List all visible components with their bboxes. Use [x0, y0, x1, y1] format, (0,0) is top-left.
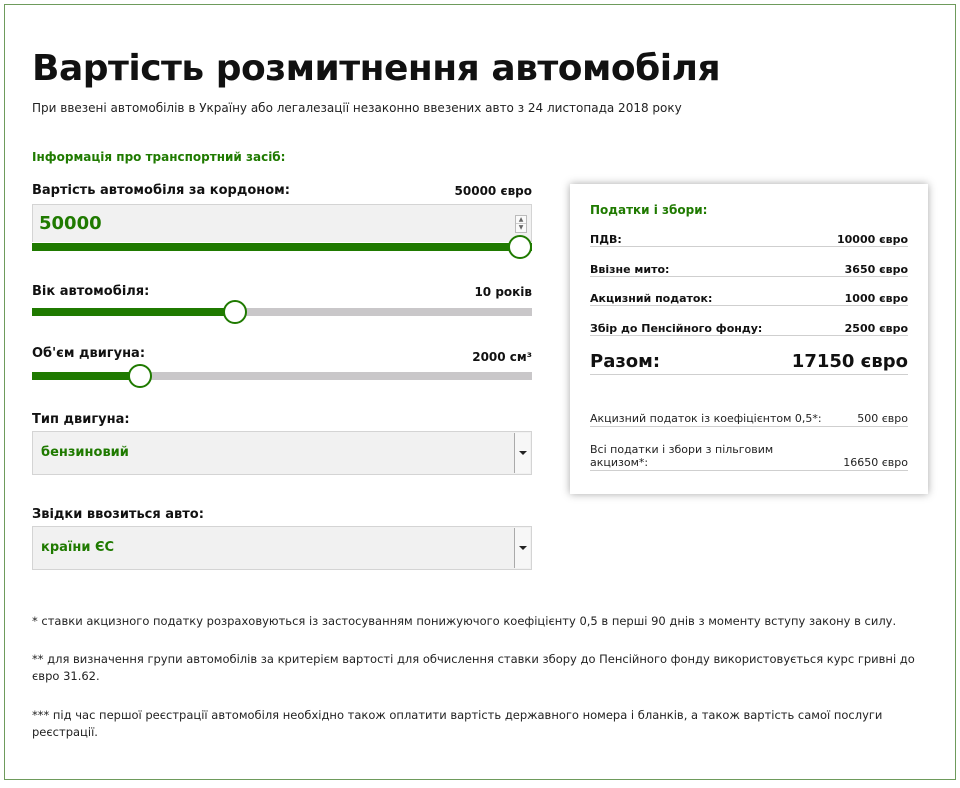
spinner-up-icon[interactable]: ▲: [516, 216, 526, 224]
vehicle-info-label: Інформація про транспортний засіб:: [32, 150, 286, 164]
origin-selected: країни ЄС: [41, 540, 115, 555]
age-label: Вік автомобіля:: [32, 284, 150, 299]
footnote-registration: *** під час першої реєстрації автомобіля необхідно також оплатити вартість державного номера і бланків, а також вартість самої послуги реєстрації.: [32, 708, 883, 739]
engine-volume-label: Об'єм двигуна:: [32, 346, 146, 361]
origin-label: Звідки ввозиться авто:: [32, 507, 204, 522]
note-label: Акцизний податок із коефіцієнтом 0,5*:: [590, 412, 822, 425]
price-label: Вартість автомобіля за кордоном:: [32, 183, 290, 198]
footnote-excise: * ставки акцизного податку розраховуються із застосуванням понижуючого коефіцієнту 0,5 в перші 90 днів з моменту вступу закону в силу.: [32, 614, 897, 628]
engine-volume-slider[interactable]: [32, 372, 532, 380]
tax-row-label: Ввізне мито:: [590, 263, 670, 276]
price-slider-fill: [32, 243, 532, 251]
spinner-down-icon[interactable]: ▼: [518, 224, 524, 231]
tax-row-import-duty: [590, 263, 908, 277]
tax-row-value: 2500 євро: [844, 322, 908, 335]
tax-row-pension: [590, 322, 908, 336]
taxes-title: Податки і збори:: [590, 203, 708, 217]
origin-select[interactable]: [32, 526, 532, 570]
price-slider-thumb[interactable]: [508, 235, 532, 259]
total-label: Разом:: [590, 351, 661, 372]
footnote-pension: ** для визначення групи автомобілів за критерієм вартості для обчислення ставки збору до Пенсійного фонду використовується курс гривні до євро 31.62.: [32, 652, 915, 683]
tax-row-value: 1000 євро: [844, 292, 908, 305]
note-value: 500 євро: [857, 412, 908, 425]
note-value: 16650 євро: [843, 456, 908, 469]
age-slider-fill: [32, 308, 235, 316]
price-input-value: 50000: [39, 213, 102, 234]
price-slider[interactable]: [32, 243, 532, 251]
total-value: 17150 євро: [791, 351, 908, 372]
age-slider-thumb[interactable]: [223, 300, 247, 324]
page-subtitle: При ввезені автомобілів в Україну або легалезації незаконно ввезених авто з 24 листопада 2018 року: [32, 101, 682, 115]
page-title: Вартість розмитнення автомобіля: [32, 48, 721, 89]
note-row-excise-coef: [590, 411, 908, 427]
engine-type-label: Тип двигуна:: [32, 412, 130, 427]
tax-row-excise: [590, 292, 908, 306]
engine-type-select[interactable]: [32, 431, 532, 475]
price-display: 50000 євро: [454, 184, 532, 198]
age-slider[interactable]: [32, 308, 532, 316]
note-label: Всі податки і збори з пільговим акцизом*:: [590, 443, 774, 469]
tax-row-value: 10000 євро: [836, 233, 908, 246]
chevron-down-icon[interactable]: [514, 433, 530, 473]
tax-row-label: Акцизний податок:: [590, 292, 713, 305]
tax-row-label: Збір до Пенсійного фонду:: [590, 322, 763, 335]
tax-row-value: 3650 євро: [844, 263, 908, 276]
note-row-reduced-total: [590, 441, 908, 471]
engine-volume-display: 2000 см³: [472, 350, 532, 364]
age-display: 10 років: [474, 285, 532, 299]
tax-row-label: ПДВ:: [590, 233, 622, 246]
chevron-down-icon[interactable]: [514, 528, 530, 568]
engine-volume-slider-fill: [32, 372, 140, 380]
total-row: [590, 351, 908, 375]
price-input[interactable]: [32, 204, 532, 242]
engine-type-selected: бензиновий: [41, 445, 129, 460]
engine-volume-slider-thumb[interactable]: [128, 364, 152, 388]
price-spinner[interactable]: [515, 215, 527, 233]
tax-row-vat: [590, 233, 908, 247]
